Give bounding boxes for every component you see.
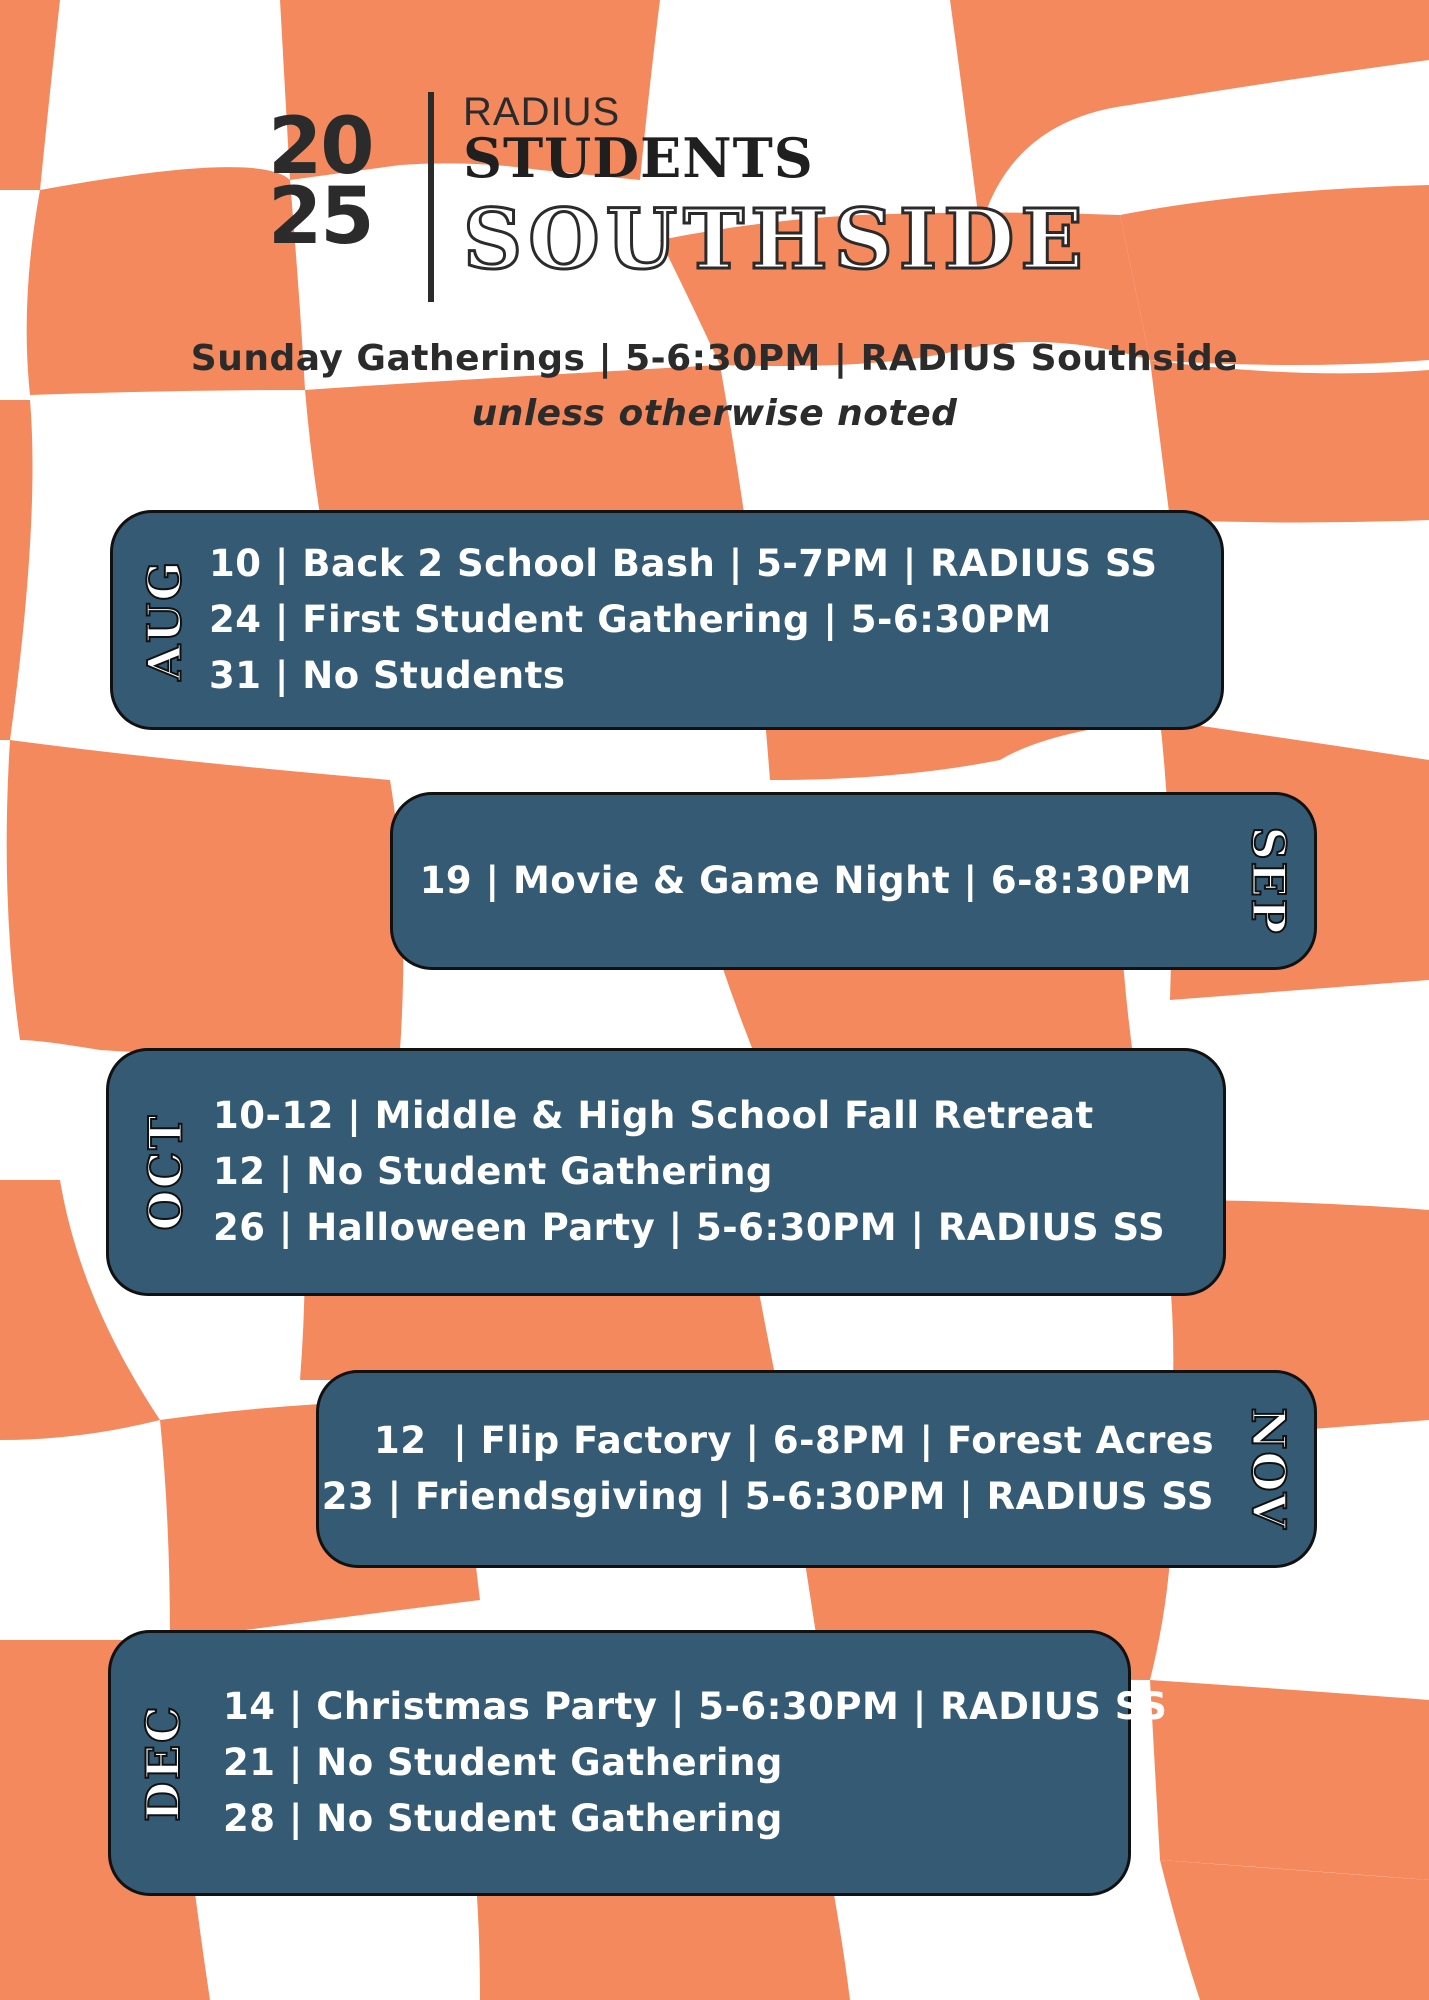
event-list (213, 1051, 1165, 1293)
event-item: 12 | Flip Factory | 6-8PM | Forest Acres (373, 1419, 1214, 1462)
event-list (223, 1633, 1167, 1893)
month-card-sep (390, 792, 1317, 970)
event-item: 14 | Christmas Party | 5-6:30PM | RADIUS SS (223, 1685, 1168, 1728)
month-label (135, 1051, 195, 1293)
month-card-nov (316, 1370, 1317, 1568)
event-list (209, 513, 1158, 727)
event-item: 24 | First Student Gathering | 5-6:30PM (209, 598, 1052, 641)
group-name: STUDENTS (463, 126, 814, 190)
event-item: 23 | Friendsgiving | 5-6:30PM | RADIUS SS (321, 1475, 1214, 1518)
month-card-aug (110, 510, 1224, 730)
month-card-oct (106, 1048, 1226, 1296)
event-item: 19 | Movie & Game Night | 6-8:30PM (419, 859, 1192, 902)
month-card-dec (108, 1630, 1168, 1896)
year-bottom: 25 (268, 172, 373, 262)
month-label (135, 513, 195, 727)
event-item: 26 | Halloween Party | 5-6:30PM | RADIUS SS (213, 1206, 1166, 1249)
event-item: 21 | No Student Gathering (223, 1741, 783, 1784)
schedule-subtitle: Sunday Gatherings | 5-6:30PM | RADIUS Southside (190, 338, 1239, 379)
month-label-text: AUG (138, 559, 192, 681)
campus-name: SOUTHSIDE (463, 192, 1089, 288)
month-label (1238, 795, 1298, 967)
year-top: 20 (268, 102, 373, 192)
event-item: 12 | No Student Gathering (213, 1150, 773, 1193)
header-divider (428, 92, 434, 302)
month-label-text: DEC (136, 1704, 191, 1822)
month-label-text: SEP (1241, 826, 1295, 936)
event-list (420, 795, 1192, 967)
month-label-text: OCT (138, 1113, 193, 1231)
year-mark (268, 102, 373, 262)
month-label (133, 1633, 193, 1893)
schedule-note: unless otherwise noted (471, 393, 958, 434)
event-list (322, 1373, 1214, 1565)
event-item: 10 | Back 2 School Bash | 5-7PM | RADIUS SS (209, 542, 1158, 585)
org-name: RADIUS (463, 90, 621, 134)
month-label (1238, 1373, 1298, 1565)
event-item: 28 | No Student Gathering (223, 1797, 783, 1840)
event-item: 31 | No Students (209, 654, 566, 697)
month-label-text: NOV (1241, 1407, 1295, 1531)
event-item: 10-12 | Middle & High School Fall Retreat (213, 1094, 1094, 1137)
